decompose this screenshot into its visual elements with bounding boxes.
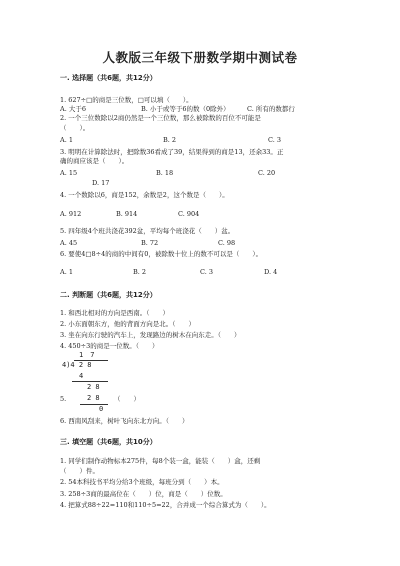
option-c[interactable]: C. 98 <box>218 239 236 247</box>
option-d[interactable]: D. 4 <box>264 268 278 276</box>
option-a[interactable]: A. 1 <box>60 136 73 144</box>
option-c[interactable]: C. 904 <box>178 210 200 218</box>
fill-item: 2. 54本科技书平均分给3个班级，每班分到（ ）本。 <box>60 478 224 486</box>
division-dividend: 4)4 2 8 <box>62 361 92 369</box>
division-remainder: 0 <box>99 405 104 413</box>
option-c[interactable]: C. 所有的数都行 <box>247 105 295 113</box>
division-step: 2 8 <box>87 383 100 391</box>
option-c[interactable]: C. 3 <box>200 268 214 276</box>
judge-item: 4. 450÷3的商是一位数。（ ） <box>60 342 159 350</box>
option-a[interactable]: A. 1 <box>60 268 73 276</box>
judge-item: 1. 和西北相对的方向是西南。（ ） <box>60 309 170 317</box>
judge-item: 2. 小东面朝东方，他的背面方向是北。（ ） <box>60 320 196 328</box>
section-heading-fill: 三. 填空题（共6题，共10分） <box>60 438 157 446</box>
judge-item: 6. 西南风刮来，树叶飞向东北方向。（ ） <box>60 417 189 425</box>
option-b[interactable]: B. 72 <box>141 239 159 247</box>
option-b[interactable]: B. 小于或等于6的数（0除外） <box>141 105 230 113</box>
division-line <box>80 404 108 405</box>
question-stem: 6. 要使4□8÷4的商的中间有0，被除数十位上的数不可以是（ ）。 <box>60 250 263 258</box>
question-stem-cont: 确的商应该是（ ）。 <box>60 157 129 165</box>
section-heading-choice: 一. 选择题（共6题，共12分） <box>60 74 157 82</box>
option-d[interactable]: D. 17 <box>92 179 110 187</box>
question-stem: 5. 四年级4个班共浇花392盆，平均每个班浇花（ ）盆。 <box>60 227 235 235</box>
section-heading-judge: 二. 判断题（共6题，共12分） <box>60 291 157 299</box>
option-b[interactable]: B. 2 <box>163 136 177 144</box>
question-stem: 3. 明明在计算除法时，把除数36看成了39，结果得到的商是13，还余33。正 <box>60 148 284 156</box>
fill-item: 1. 同学们制作动物标本275件，每8个装一盒，能装（ ）盒，还剩 <box>60 457 261 465</box>
division-quotient: 1 7 <box>79 351 95 359</box>
option-a[interactable]: A. 912 <box>60 210 82 218</box>
judge-item-blank: （ ） <box>114 395 140 403</box>
fill-item: 4. 把算式88÷22=110和110÷5=22，合并成一个综合算式为（ ）。 <box>60 501 271 509</box>
judge-item: 3. 坐在向东行驶的汽车上，发现路边的树木在向东走。（ ） <box>60 331 241 339</box>
option-a[interactable]: A. 大于6 <box>60 105 86 113</box>
option-a[interactable]: A. 15 <box>60 169 78 177</box>
question-stem: 2. 一个三位数除以2商仍然是一个三位数，那么被除数的百位不可能是 <box>60 114 261 122</box>
fill-item-cont: （ ）件。 <box>60 467 99 475</box>
fill-item: 3. 258÷3商的最高位在（ ）位，商是（ ）位数。 <box>60 490 227 498</box>
division-step: 2 8 <box>87 394 100 402</box>
option-b[interactable]: B. 914 <box>116 210 138 218</box>
page-title: 人教版三年级下册数学期中测试卷 <box>102 50 298 65</box>
question-stem: 4. 一个数除以6，商是152，余数是2，这个数是（ ）。 <box>60 191 229 199</box>
division-step: 4 <box>79 372 84 380</box>
option-b[interactable]: B. 18 <box>156 169 174 177</box>
option-c[interactable]: C. 3 <box>268 136 282 144</box>
judge-item-label: 5. <box>60 395 67 403</box>
option-b[interactable]: B. 2 <box>133 268 147 276</box>
question-stem-cont: （ ）。 <box>60 124 90 132</box>
option-c[interactable]: C. 20 <box>258 169 276 177</box>
option-a[interactable]: A. 45 <box>60 239 78 247</box>
division-line <box>72 381 108 382</box>
question-stem: 1. 627÷□的商是三位数，□可以填（ ）。 <box>60 96 193 104</box>
